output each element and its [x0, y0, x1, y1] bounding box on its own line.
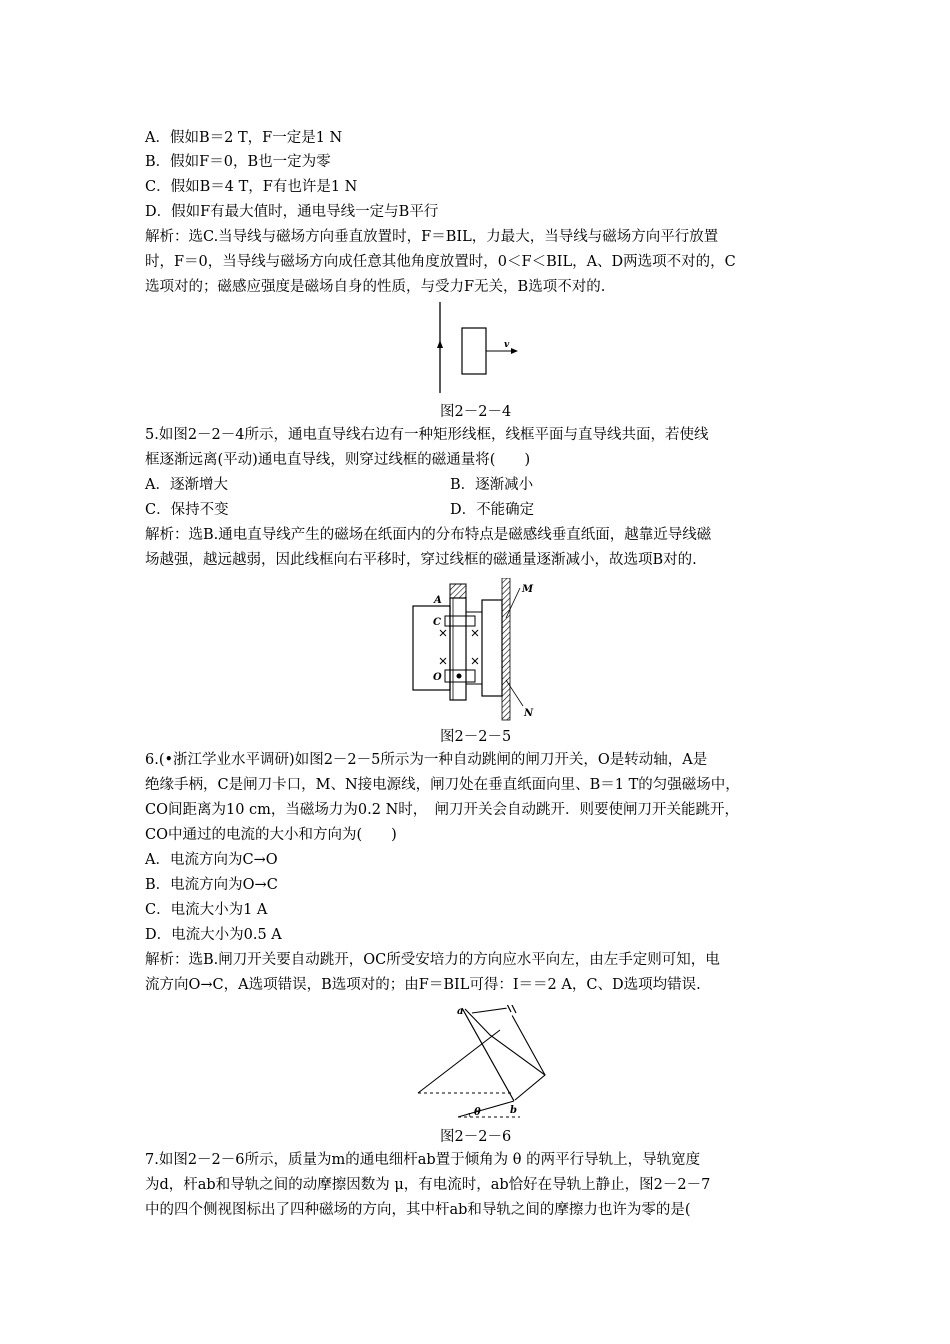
- label-c: C: [433, 617, 441, 628]
- q4-analysis-line: 时，F＝0，当导线与磁场方向成任意其他角度放置时，0＜F＜BIL，A、D两选项不对的，C: [145, 254, 736, 270]
- q6-stem-line: CO间距离为10 cm，当磁场力为0.2 N时， 闸刀开关会自动跳开．则要使闸刀开关能跳开，: [145, 802, 740, 818]
- label-o: O: [433, 672, 442, 683]
- label-b: b: [510, 1105, 517, 1116]
- q4-option-b: B．假如F＝0，B也一定为零: [145, 154, 331, 170]
- q5-option-b: B．逐渐减小: [450, 477, 534, 493]
- q6-option-d: D．电流大小为0.5 A: [145, 927, 282, 943]
- q6-stem-line: CO中通过的电流的大小和方向为( ): [145, 827, 397, 843]
- q5-analysis-line: 场越强，越远越弱，因此线框向右平移时，穿过线框的磁通量逐渐减小，故选项B对的.: [145, 552, 697, 568]
- velocity-label: v: [504, 340, 510, 350]
- label-a: a: [457, 1006, 464, 1017]
- q4-option-d: D．假如F有最大值时，通电导线一定与B平行: [145, 204, 439, 220]
- q5-stem-line: 5.如图2－2－4所示，通电直导线右边有一种矩形线框，线框平面与直导线共面，若使线: [145, 427, 709, 443]
- q4-analysis-line: 选项对的；磁感应强度是磁场自身的性质，与受力F无关，B选项不对的.: [145, 279, 606, 295]
- q5-option-a: A．逐渐增大: [145, 477, 228, 493]
- figure-2-2-5: [405, 578, 545, 723]
- q6-analysis-line: 解析：选B.闸刀开关要自动跳开，OC所受安培力的方向应水平向左，由左手定则可知，电: [145, 952, 720, 968]
- q6-option-c: C．电流大小为1 A: [145, 902, 268, 918]
- label-a: A: [434, 595, 442, 606]
- q6-option-b: B．电流方向为O→C: [145, 877, 278, 893]
- q5-option-d: D．不能确定: [450, 502, 535, 518]
- q6-analysis-line: 流方向O→C，A选项错误，B选项对的；由F＝BIL可得：I＝＝2 A，C、D选项均错误.: [145, 977, 701, 993]
- q6-option-a: A．电流方向为C→O: [145, 852, 278, 868]
- figure-2-2-6: [410, 1005, 560, 1120]
- label-m: M: [522, 584, 534, 595]
- label-theta: θ: [474, 1107, 481, 1118]
- figure-2-2-4-caption: 图2－2－4: [440, 404, 512, 420]
- q5-option-c: C．保持不变: [145, 502, 229, 518]
- label-n: N: [524, 708, 534, 719]
- q7-stem-line: 为d，杆ab和导轨之间的动摩擦因数为 μ，有电流时，ab恰好在导轨上静止，图2－2－7: [145, 1177, 711, 1193]
- figure-2-2-6-caption: 图2－2－6: [440, 1129, 512, 1145]
- figure-2-2-5-caption: 图2－2－5: [440, 729, 512, 745]
- figure-2-2-4: [420, 300, 530, 395]
- q4-analysis-line: 解析：选C.当导线与磁场方向垂直放置时，F＝BIL，力最大，当导线与磁场方向平行放置: [145, 229, 719, 245]
- q6-stem-line: 6.(•浙江学业水平调研)如图2－2－5所示为一种自动跳闸的闸刀开关，O是转动轴，A是: [145, 752, 708, 768]
- q7-stem-line: 7.如图2－2－6所示，质量为m的通电细杆ab置于倾角为 θ 的两平行导轨上，导轨宽度: [145, 1152, 701, 1168]
- q7-stem-line: 中的四个侧视图标出了四种磁场的方向，其中杆ab和导轨之间的摩擦力也许为零的是(: [145, 1202, 691, 1218]
- q4-option-c: C．假如B＝4 T，F有也许是1 N: [145, 179, 358, 195]
- q5-stem-line: 框逐渐远离(平动)通电直导线，则穿过线框的磁通量将( ): [145, 452, 531, 468]
- q6-stem-line: 绝缘手柄，C是闸刀卡口，M、N接电源线，闸刀处在垂直纸面向里、B＝1 T的匀强磁场中，: [145, 777, 740, 793]
- q5-analysis-line: 解析：选B.通电直导线产生的磁场在纸面内的分布特点是磁感线垂直纸面，越靠近导线磁: [145, 527, 712, 543]
- q4-option-a: A．假如B＝2 T，F一定是1 N: [145, 130, 343, 146]
